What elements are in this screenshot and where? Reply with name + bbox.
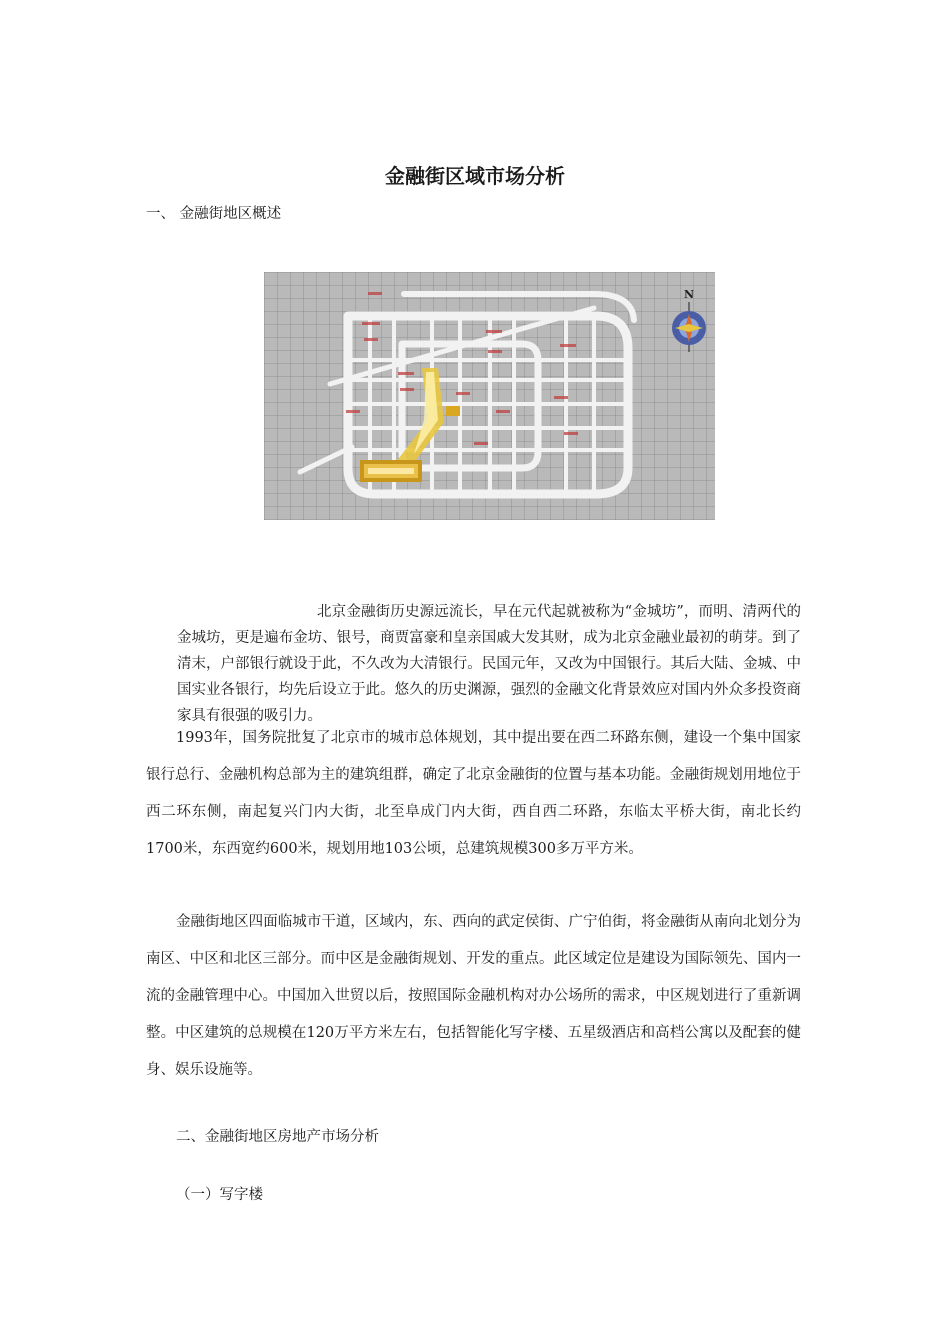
compass-north-label: N (683, 288, 695, 301)
subsection-heading-office: （一）写字楼 (176, 1187, 263, 1203)
location-map-image (264, 272, 715, 520)
document-title: 金融街区域市场分析 (385, 164, 565, 188)
section-heading-overview: 一、 金融街地区概述 (146, 206, 282, 222)
map-graphic (264, 272, 715, 520)
paragraph-districts: 金融街地区四面临城市干道，区域内，东、西向的武定侯街、广宁伯街，将金融街从南向北划分为南区、中区和北区三部分。而中区是金融街规划、开发的重点。此区域定位是建设为国际领先、国内一流的金融管理中心。中国加入世贸以后，按照国际金融机构对办公场所的需求，中区规划进行了重新调整。中区建筑的总规模在120万平方米左右，包括智能化写字楼、五星级酒店和高档公寓以及配套的健身、娱乐设施等。 (146, 914, 801, 1078)
section-heading-real-estate: 二、金融街地区房地产市场分析 (176, 1129, 379, 1145)
paragraph-planning: 1993年，国务院批复了北京市的城市总体规划，其中提出要在西二环路东侧，建设一个集中国家银行总行、金融机构总部为主的建筑组群，确定了北京金融街的位置与基本功能。金融街规划用地位于西二环东侧，南起复兴门内大街，北至阜成门内大街，西自西二环路，东临太平桥大街，南北长约1700米，东西宽约600米，规划用地103公顷，总建筑规模300多万平方米。 (146, 730, 801, 857)
compass-icon (672, 288, 706, 352)
paragraph-history: 北京金融街历史源远流长，早在元代起就被称为“金城坊”，而明、清两代的金城坊，更是遍布金坊、银号，商贾富豪和皇亲国戚大发其财，成为北京金融业最初的萌芽。到了清末，户部银行就设于此，不久改为大清银行。民国元年，又改为中国银行。其后大陆、金城、中国实业各银行，均先后设立于此。悠久的历史渊源，强烈的金融文化背景效应对国内外众多投资商家具有很强的吸引力。 (177, 604, 801, 724)
